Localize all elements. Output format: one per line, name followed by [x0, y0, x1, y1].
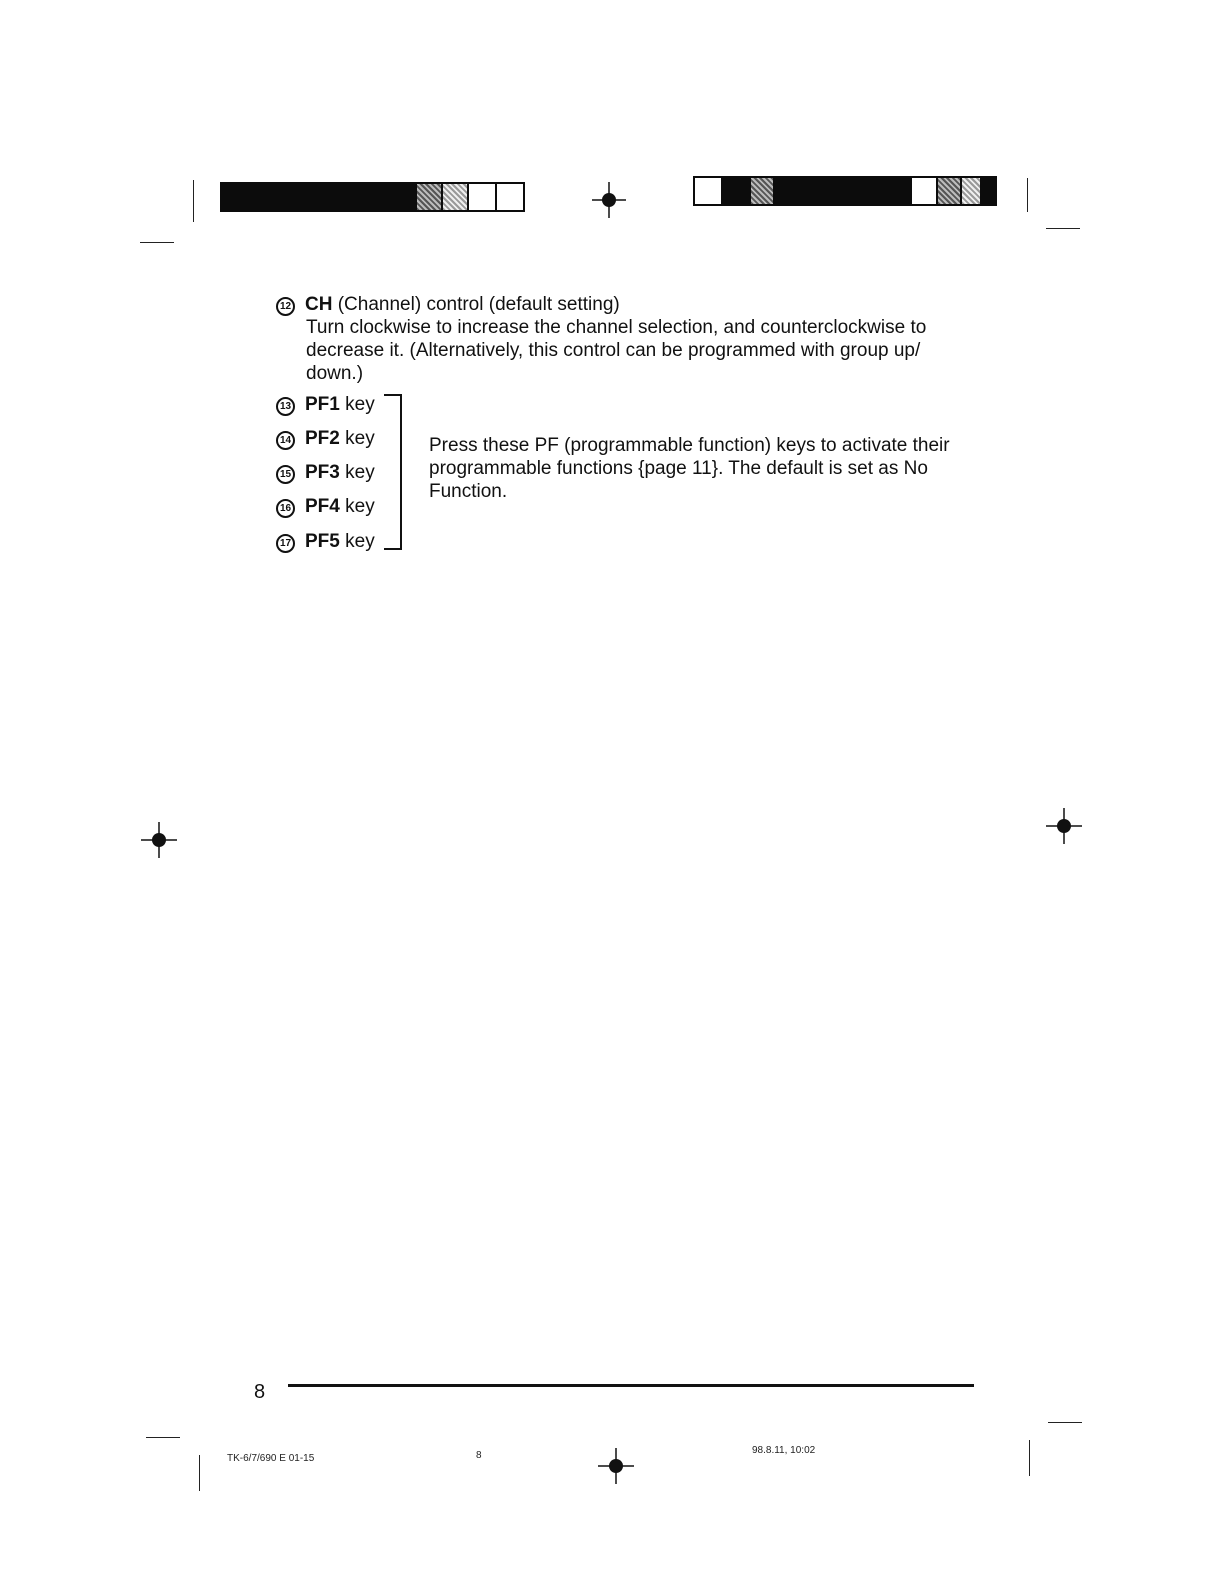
item-number-badge: 13	[276, 397, 295, 416]
item-number-badge: 17	[276, 534, 295, 553]
key-item-pf4	[276, 495, 375, 519]
crop-mark	[140, 242, 174, 243]
registration-mark-icon	[592, 182, 626, 218]
section-ch-control	[276, 293, 976, 385]
control-name: CH	[305, 294, 333, 315]
key-item-pf1	[276, 393, 375, 417]
key-suffix: key	[339, 496, 375, 517]
key-suffix: key	[339, 531, 375, 552]
pf-keys-description: Press these PF (programmable function) keys to activate their programmable functions {page 11}. The default is set as No Function.	[429, 435, 950, 502]
key-item-pf2	[276, 427, 375, 451]
item-number-badge: 16	[276, 499, 295, 518]
key-name: PF1	[305, 394, 340, 415]
item-number-badge: 15	[276, 465, 295, 484]
crop-mark	[199, 1455, 200, 1491]
footer-rule	[288, 1384, 974, 1387]
crop-mark	[146, 1437, 180, 1438]
item-number-badge: 14	[276, 431, 295, 450]
print-file-id: TK-6/7/690 E 01-15	[227, 1453, 315, 1464]
section-title-rest: (Channel) control (default setting)	[332, 294, 620, 315]
key-group-bracket	[384, 394, 402, 550]
key-suffix: key	[339, 462, 375, 483]
print-timestamp: 98.8.11, 10:02	[752, 1445, 816, 1456]
registration-mark-icon	[141, 822, 177, 858]
key-item-pf5	[276, 530, 375, 554]
registration-mark-icon	[1046, 808, 1082, 844]
key-name: PF4	[305, 496, 340, 517]
key-name: PF3	[305, 462, 340, 483]
section-title	[276, 293, 976, 316]
print-page-number: 8	[476, 1450, 482, 1461]
page-number: 8	[254, 1381, 266, 1403]
crop-mark	[1048, 1422, 1082, 1423]
crop-mark	[1027, 178, 1028, 212]
crop-mark	[1046, 228, 1080, 229]
key-suffix: key	[339, 394, 375, 415]
key-suffix: key	[339, 428, 375, 449]
section-description: Turn clockwise to increase the channel selection, and counterclockwise to decrease it. (Alternatively, this control can be programmed with group up/ down.)	[306, 317, 927, 384]
crop-mark	[193, 180, 194, 222]
key-name: PF2	[305, 428, 340, 449]
registration-mark-icon	[598, 1448, 634, 1484]
item-number-badge: 12	[276, 297, 295, 316]
key-item-pf3	[276, 461, 375, 485]
key-name: PF5	[305, 531, 340, 552]
crop-mark	[1029, 1440, 1030, 1476]
